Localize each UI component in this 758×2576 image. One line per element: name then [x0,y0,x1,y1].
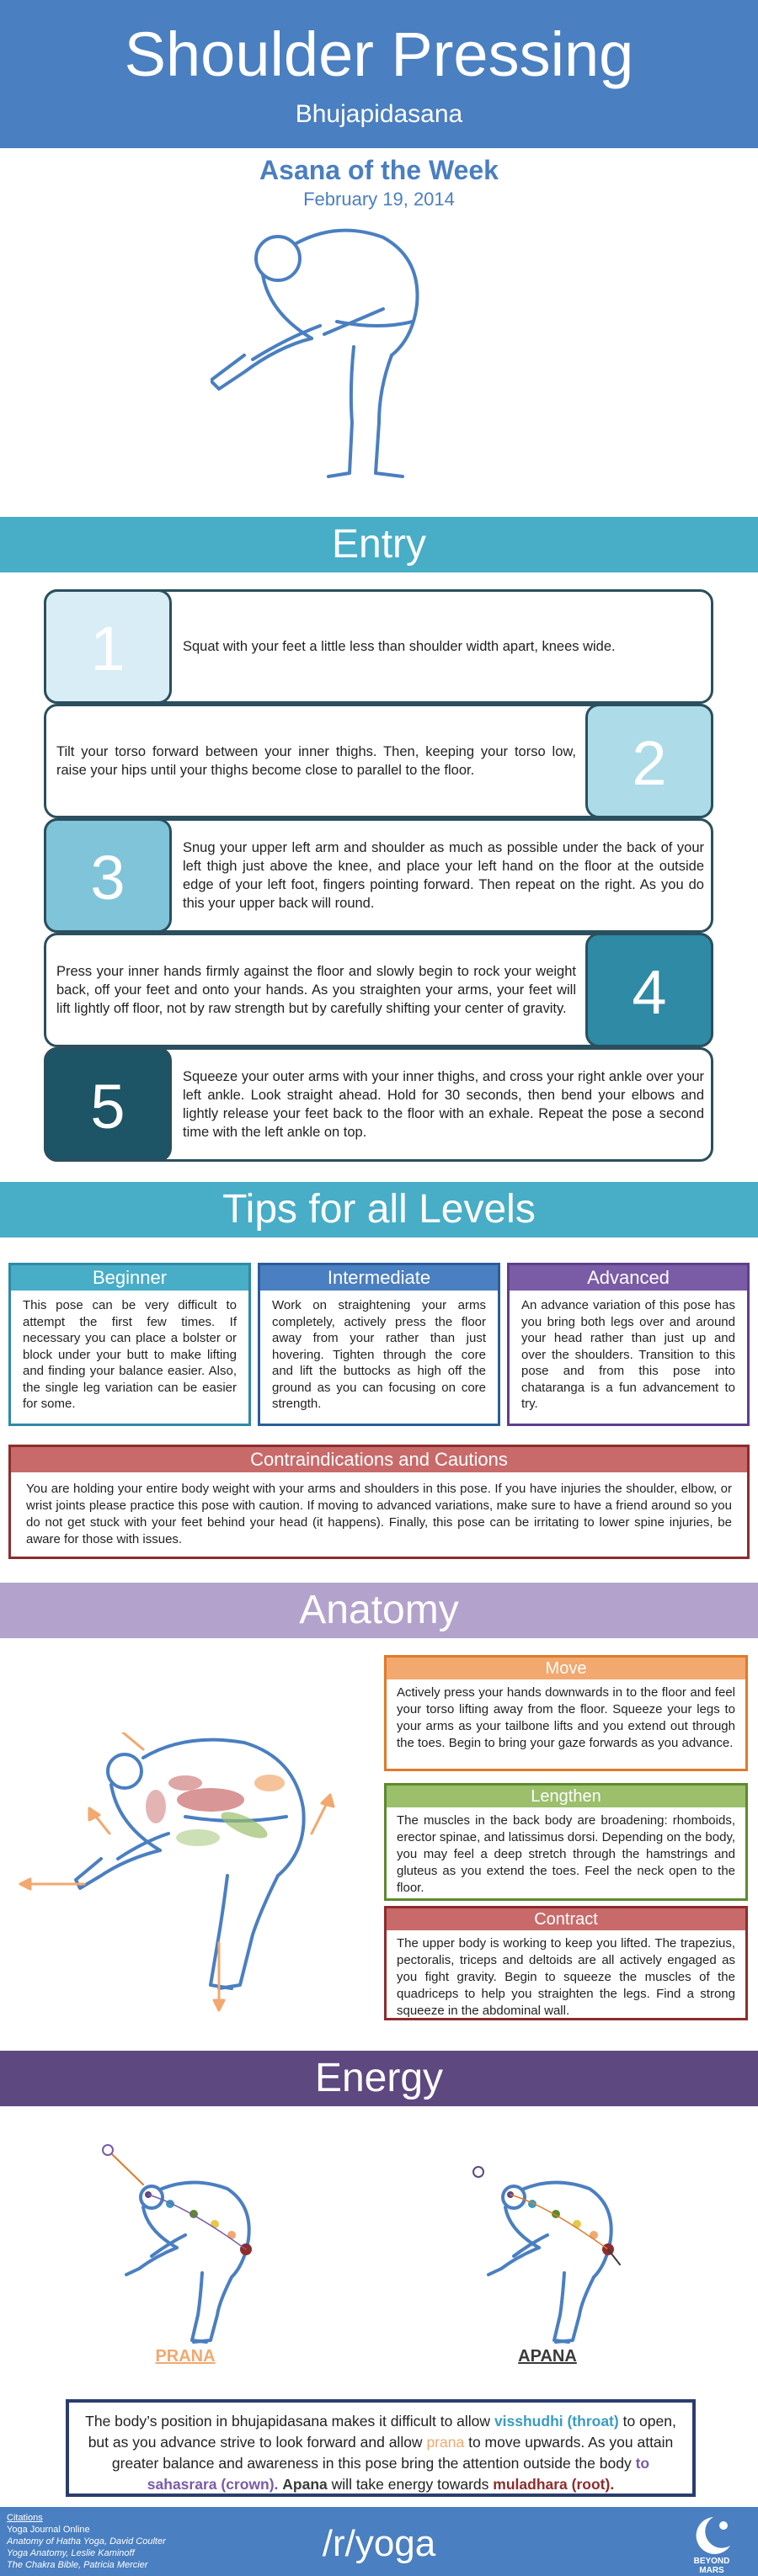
apana-illustration [455,2138,640,2349]
citations-heading: Citations [7,2513,43,2523]
section-energy: Energy [0,2051,758,2106]
energy-description [66,2399,696,2497]
step-number: 5 [44,1047,172,1162]
energy-p3: to move upwards. As you attain greater balance and awareness in this pose bring the attention outside the body [111,2434,674,2472]
step-4 [44,933,713,1047]
energy-apana: Apana [282,2476,328,2493]
step-1 [44,589,713,704]
section-entry: Entry [0,517,758,572]
energy-p1: The body’s position in bhujapidasana makes it difficult to allow [85,2413,491,2430]
step-text: Snug your upper left arm and shoulder as much as possible under the back of your left thigh just above the knee, and place your left hand on the floor at the outside edge of your left foot, fingers pointing forward. Then repeat on the right. As you do this your upper back will round. [183,840,704,911]
page-title: Shoulder Pressing [124,19,634,89]
step-number: 2 [585,704,713,818]
tip-text: An advance variation of this pose has you bring both legs over and around your head rather than just up and over the shoulders. Transition to this pose and from this pose into chataranga is a fun advancement to try. [521,1298,735,1411]
contra-title: Contraindications and Cautions [11,1447,747,1472]
step-number: 1 [44,589,172,704]
step-text: Squeeze your outer arms with your inner thighs, and cross your right ankle over your left ankle. Look straight ahead. Hold for 30 seconds, then bend your elbows and lightly release your feet back to the floor with an exhale. Repeat the pose a second time with the left ankle on top. [183,1069,704,1140]
energy-sahasrara: to sahasrara (crown). [147,2455,650,2493]
contra-text: You are holding your entire body weight with your arms and shoulders in this pose. If you have injuries the shoulder, elbow, or wrist joints please practice this pose with caution. If moving to advanced variations, make sure to have a friend around so you do not get stuck with your feet behind your head (it happens). Finally, this pose can be irritating to lower spine injuries, be aware for those with issues. [26,1482,732,1546]
header-banner [0,0,758,148]
tip-beginner [8,1263,251,1426]
tip-intermediate [258,1263,500,1426]
anatomy-title: Move [387,1658,745,1679]
energy-p2: to open, but as you advance strive to look forward and allow [88,2413,676,2451]
page-subtitle: Bhujapidasana [295,100,463,128]
brand-link[interactable]: /r/yoga [322,2523,436,2564]
energy-p4: will take energy towards [331,2476,489,2493]
anatomy-title: Lengthen [387,1786,745,1807]
prana-label: PRANA [155,2347,216,2366]
citation-item: Yoga Anatomy, Leslie Kaminoff [7,2548,135,2558]
tip-text: Work on straightening your arms completely, actively press the floor away from your rather than just hovering. Tighten through the core and lift the buttocks as high off the ground as you can focusing on core strength. [272,1298,486,1411]
citation-item: Anatomy of Hatha Yoga, David Coulter [7,2536,166,2547]
pose-illustration [211,221,564,490]
step-text: Press your inner hands firmly against the floor and slowly begin to rock your weight back, off your feet and onto your hands. As you straighten your arms, your feet will lift lightly off floor, not by raw strength but by carefully shifting your center of gravity. [56,964,576,1016]
citation-item: Yoga Journal Online [7,2525,90,2535]
anatomy-text: Actively press your hands downwards in to the floor and feel your torso lifting away from the floor. Squeeze your legs to your arms as your tailbone lifts and you extend out through the toes. Begin to bring your gaze forwards as you advance. [397,1685,735,1750]
section-anatomy: Anatomy [0,1583,758,1638]
anatomy-contract [384,1906,748,2020]
moon-icon [688,2514,735,2556]
section-tips: Tips for all Levels [0,1182,758,1237]
anatomy-title: Contract [387,1908,745,1930]
tip-title: Intermediate [260,1265,498,1291]
step-text: Tilt your torso forward between your inner thighs. Then, keeping your torso low, raise your hips until your thighs become close to parallel to the floor. [56,744,576,778]
anatomy-text: The muscles in the back body are broadening: rhomboids, erector spinae, and latissimus dorsi. Depending on the body, you may feel a deep stretch through the hamstrings and gluteus as you extend the toes. Feel the neck open to the floor. [397,1813,735,1895]
step-2 [44,704,713,818]
step-5 [44,1047,713,1162]
step-number: 4 [585,933,713,1047]
tip-title: Beginner [11,1265,248,1291]
logo-text: BEYOND MARS [693,2557,730,2575]
tip-advanced [507,1263,750,1426]
energy-muladhara: muladhara (root). [493,2476,615,2493]
apana-label: APANA [518,2347,577,2366]
anatomy-illustration [17,1732,371,2019]
asana-label: Asana of the Week [259,155,499,185]
beyond-mars-logo [682,2514,741,2573]
anatomy-move [384,1655,748,1771]
step-number: 3 [44,818,172,933]
energy-visshudhi: visshudhi (throat) [494,2413,619,2430]
prana-illustration [93,2138,278,2349]
contraindications-box [8,1445,750,1559]
step-text: Squat with your feet a little less than shoulder width apart, knees wide. [183,639,616,654]
tip-text: This pose can be very difficult to attempt the first few times. If necessary you can place a bolster or block under your butt to make lifting and finding your balance easier. Also, the single leg variation can be easier for some. [23,1298,237,1411]
anatomy-lengthen [384,1783,748,1901]
asana-date: February 19, 2014 [303,189,455,210]
energy-prana: prana [426,2434,465,2451]
asana-of-week [0,153,758,212]
step-3 [44,818,713,933]
anatomy-text: The upper body is working to keep you lifted. The trapezius, pectoralis, triceps and deltoids are all actively engaged as you fight gravity. Begin to squeeze the muscles of the quadriceps to help you straighten the legs. Find a strong squeeze in the abdominal wall. [397,1936,735,2018]
footer [0,2507,758,2576]
tip-title: Advanced [510,1265,747,1291]
citation-item: The Chakra Bible, Patricia Mercier [7,2560,148,2570]
